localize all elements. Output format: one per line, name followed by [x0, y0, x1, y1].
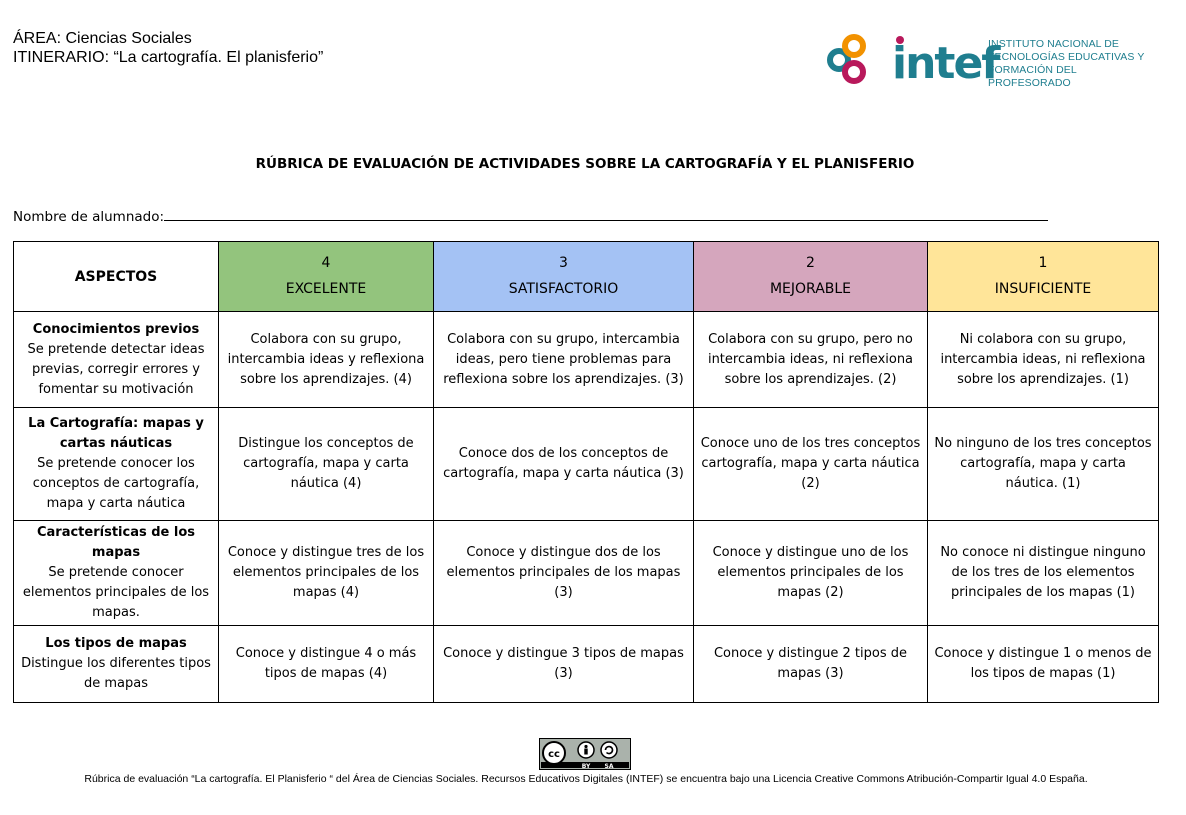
- license-footer: Rúbrica de evaluación “La cartografía. El Planisferio “ del Área de Ciencias Sociales. Recursos Educativos Digitales (INTEF) se encuentra bajo una Licencia Creative Commons Atribución-Compartir Igual 4.0 España.: [84, 773, 1088, 785]
- criterion-cell: Conoce y distingue 3 tipos de mapas (3): [434, 626, 694, 703]
- criterion-cell: Conoce y distingue 1 o menos de los tipos de mapas (1): [928, 626, 1159, 703]
- rubric-table: [13, 241, 1159, 703]
- cc-by-label: BY: [581, 763, 591, 770]
- level-header-1: [928, 242, 1159, 312]
- intef-logo-text: [988, 38, 1156, 90]
- aspect-title: Conocimientos previos: [32, 321, 200, 337]
- logo-line-2: TECNOLOGÍAS EDUCATIVAS Y: [988, 51, 1145, 63]
- aspect-title: La Cartografía: mapas y cartas náuticas: [28, 416, 204, 451]
- logo-line-1: INSTITUTO NACIONAL DE: [988, 38, 1120, 50]
- level-num: 3: [559, 254, 568, 271]
- level-name: EXCELENTE: [285, 280, 367, 297]
- criterion-cell: Colabora con su grupo, intercambia ideas y reflexiona sobre los aprendizajes. (4): [219, 312, 434, 408]
- criterion-cell: Conoce y distingue dos de los elementos principales de los mapas (3): [434, 521, 694, 626]
- level-name: INSUFICIENTE: [994, 280, 1092, 297]
- criterion-cell: Colabora con su grupo, intercambia ideas, pero tiene problemas para reflexiona sobre los aprendizajes. (3): [434, 312, 694, 408]
- criterion-cell: Conoce uno de los tres conceptos cartografía, mapa y carta náutica (2): [694, 408, 928, 521]
- logo-line-3: FORMACIÓN DEL PROFESORADO: [988, 64, 1077, 89]
- criterion-cell: Colabora con su grupo, pero no intercambia ideas, ni reflexiona sobre los aprendizajes. (2): [694, 312, 928, 408]
- cc-license-badge: [539, 738, 631, 770]
- criterion-cell: Distingue los conceptos de cartografía, mapa y carta náutica (4): [219, 408, 434, 521]
- level-num: 2: [806, 254, 815, 271]
- level-header-4: [219, 242, 434, 312]
- criterion-cell: Conoce y distingue uno de los elementos principales de los mapas (2): [694, 521, 928, 626]
- cc-by-sa-icon: [539, 738, 631, 770]
- intef-brand-text: intef: [892, 38, 999, 89]
- aspect-desc: Se pretende conocer elementos principales de los mapas.: [22, 565, 210, 620]
- rubric-row-cartografia: [14, 408, 1159, 521]
- student-name-line: [164, 208, 1048, 221]
- criterion-cell: Conoce y distingue tres de los elementos principales de los mapas (4): [219, 521, 434, 626]
- student-name-field: [13, 208, 1048, 225]
- rubric-row-conocimientos-previos: [14, 312, 1159, 408]
- aspect-title: Características de los mapas: [36, 525, 196, 560]
- aspect-desc: Se pretende detectar ideas previas, corregir errores y fomentar su motivación: [27, 341, 205, 397]
- criterion-cell: Conoce y distingue 2 tipos de mapas (3): [694, 626, 928, 703]
- intef-logo: [826, 30, 1156, 88]
- level-num: 1: [1038, 254, 1048, 271]
- document-header: [13, 29, 323, 67]
- aspect-desc: Se pretende conocer los conceptos de cartografía, mapa y carta náutica: [32, 456, 200, 511]
- aspect-cell: [14, 408, 219, 521]
- level-num: 4: [321, 254, 331, 271]
- aspect-cell: [14, 521, 219, 626]
- criterion-cell: Conoce dos de los conceptos de cartografía, mapa y carta náutica (3): [434, 408, 694, 521]
- level-name: SATISFACTORIO: [508, 280, 619, 297]
- student-name-label: Nombre de alumnado:: [13, 209, 165, 225]
- aspect-cell: [14, 626, 219, 703]
- aspect-desc: Distingue los diferentes tipos de mapas: [21, 656, 211, 691]
- rubric-header-row: [14, 242, 1159, 312]
- level-header-3: [434, 242, 694, 312]
- svg-text:cc: cc: [548, 749, 560, 760]
- criterion-cell: Ni colabora con su grupo, intercambia ideas, ni reflexiona sobre los aprendizajes. (1): [928, 312, 1159, 408]
- level-header-2: [694, 242, 928, 312]
- criterion-cell: No conoce ni distingue ninguno de los tres de los elementos principales de los mapas (1): [928, 521, 1159, 626]
- aspect-cell: [14, 312, 219, 408]
- cc-sa-label: SA: [604, 763, 614, 770]
- criterion-cell: No ninguno de los tres conceptos cartografía, mapa y carta náutica. (1): [928, 408, 1159, 521]
- itinerary-line: ITINERARIO: “La cartografía. El planisferio”: [13, 49, 324, 66]
- area-line: ÁREA: Ciencias Sociales: [13, 30, 192, 47]
- rubric-row-tipos-de-mapas: [14, 626, 1159, 703]
- intef-logo-mark-icon: [826, 30, 999, 89]
- aspects-header: ASPECTOS: [14, 242, 219, 312]
- page-title: RÚBRICA DE EVALUACIÓN DE ACTIVIDADES SOBRE LA CARTOGRAFÍA Y EL PLANISFERIO: [255, 156, 915, 172]
- level-name: MEJORABLE: [769, 280, 852, 297]
- rubric-row-caracteristicas: [14, 521, 1159, 626]
- aspect-title: Los tipos de mapas: [45, 636, 187, 651]
- criterion-cell: Conoce y distingue 4 o más tipos de mapas (4): [219, 626, 434, 703]
